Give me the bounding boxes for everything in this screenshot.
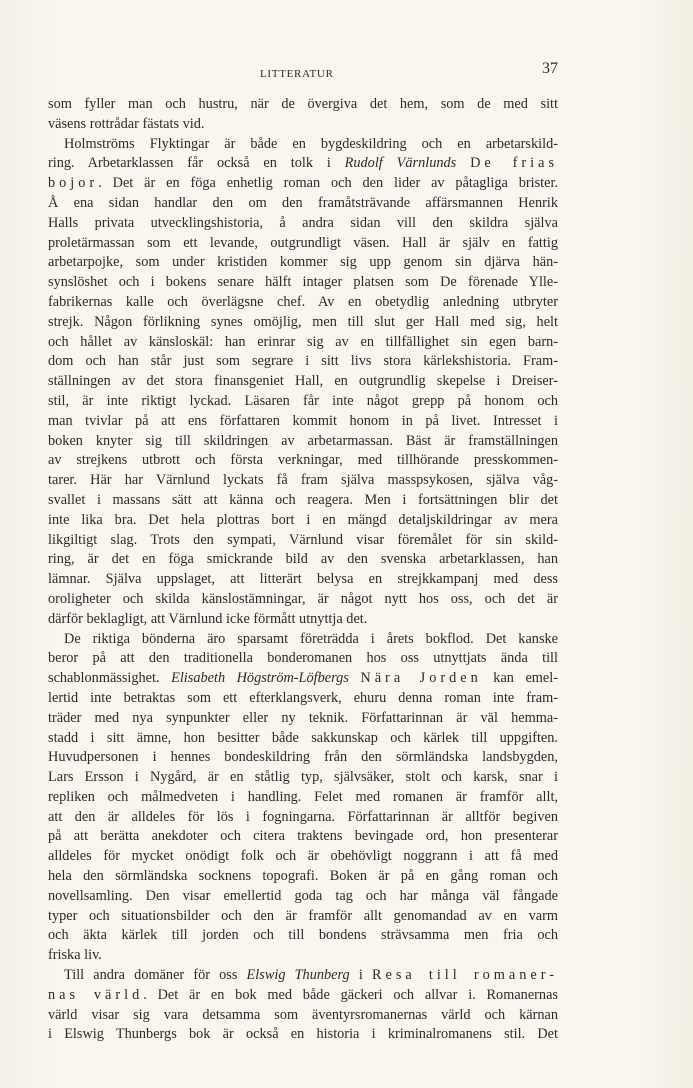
body-text — [48, 95, 558, 1045]
text-segment: tarer. Här har Värnlund lyckats få fram själva masspsykosen, själva våg- — [48, 472, 558, 489]
text-segment: stadd i sitt ämne, hon besitter både sakkunskap och kärlek till uppgiften. — [48, 729, 558, 746]
author-name: Elisabeth Högström-Löfbergs — [171, 670, 349, 687]
text-segment: synslöshet och i bokens senare hälft intager platsen som De förenade Ylle- — [48, 274, 558, 291]
text-line — [48, 590, 558, 610]
text-segment: Å ena sidan handlar den om den framåtsträvande affärsmannen Henrik — [48, 194, 558, 211]
text-line — [48, 887, 558, 907]
text-segment: att den är alldeles för lös i fogningarna. Författarinnan är alltför begiven — [48, 808, 558, 825]
text-segment: i Elswig Thunbergs bok är också en historia i kriminalromanens stil. Det — [48, 1026, 558, 1043]
text-segment: typer och situationsbilder och den är framför allt genomandad av en varm — [48, 907, 558, 924]
text-line — [48, 313, 558, 333]
text-line — [48, 253, 558, 273]
text-segment: novellsamling. Den visar emellertid goda tag och har många väl fångade — [48, 887, 558, 904]
text-segment: inte lika bra. Det hela plottras bort i en mängd detaljskildringar av mera — [48, 511, 558, 528]
text-segment: stil, är inte riktigt lyckad. Läsaren får inte något grepp på honom och — [48, 392, 558, 409]
text-segment: som fyller man och hustru, när de övergiva det hem, som de med sitt — [48, 96, 558, 112]
text-segment: . Det är en bok med både gäckeri och allvar i. Romanernas — [143, 986, 558, 1003]
text-line — [48, 491, 558, 511]
book-title: nas värld — [48, 986, 144, 1003]
text-segment: ring. Arbetarklassen får också en tolk i — [48, 155, 345, 172]
text-line — [48, 451, 558, 471]
text-line — [48, 115, 558, 135]
text-line — [48, 847, 558, 867]
author-name: Elswig Thunberg — [246, 967, 350, 984]
text-segment: . Det är en föga enhetlig roman och den lider av påtagliga brister. — [98, 175, 558, 192]
text-line — [48, 827, 558, 847]
text-line — [48, 610, 558, 630]
text-segment: boken knyter sig till skildringen av arbetarmassan. Bäst är framställningen — [48, 432, 558, 449]
text-segment: alldeles för mycket onödigt folk och är obehövligt noggrann i att få med — [48, 848, 558, 865]
book-title: Nära Jorden — [360, 670, 482, 687]
text-line — [48, 194, 558, 214]
text-segment: oroligheter och skilda känslostämningar, är något nytt hos oss, och det är — [48, 590, 558, 607]
text-segment — [456, 155, 470, 171]
text-line — [48, 273, 558, 293]
text-segment: kan emel- — [481, 670, 558, 687]
text-line — [48, 135, 558, 155]
text-line — [48, 729, 558, 749]
text-line — [48, 649, 558, 669]
text-line — [48, 926, 558, 946]
text-segment: av strejkens utbrott och första verkningar, med tillhörande presskommen- — [48, 452, 558, 469]
text-line — [48, 808, 558, 828]
text-line — [48, 293, 558, 313]
text-segment: likgiltigt slag. Trots den sympati, Värnlund visar föremålet för sin skild- — [48, 531, 558, 548]
text-line — [48, 907, 558, 927]
text-segment: schablonmässighet. — [48, 670, 172, 687]
text-segment: Holmströms Flyktingar är både en bygdeskildring och en arbetarskild- — [64, 135, 558, 152]
book-title: De frias — [470, 155, 559, 172]
text-segment: hela den sörmländska socknens topografi. Boken är på en gång roman och — [48, 868, 558, 885]
text-line — [48, 1006, 558, 1026]
text-segment: på att berätta anekdoter och citera traktens bevingade ord, hon presenterar — [48, 828, 558, 845]
running-title: LITTERATUR — [260, 68, 334, 80]
text-line — [48, 392, 558, 412]
text-line — [48, 352, 558, 372]
text-line — [48, 1025, 558, 1045]
text-segment: träder med nya synpunkter eller ny teknik. Författarinnan är väl hemma- — [48, 709, 558, 726]
text-segment: fabrikernas kalle och överlägsne chef. Av en obetydlig anledning utbryter — [48, 293, 558, 310]
author-name: Rudolf Värnlunds — [344, 155, 457, 172]
text-line — [48, 234, 558, 254]
text-line — [48, 174, 558, 194]
text-line — [48, 154, 558, 174]
text-line — [48, 412, 558, 432]
text-line — [48, 788, 558, 808]
text-segment: proletärmassan som ett levande, outgrundligt väsen. Hall är själv en fattig — [48, 234, 558, 251]
text-segment: därför beklagligt, att Värnlund icke förmått utnyttja det. — [48, 610, 368, 627]
text-line — [48, 471, 558, 491]
text-segment: friska liv. — [48, 947, 102, 964]
text-segment: Lars Ersson i Nygård, är en ståtlig typ, självsäker, stolt och karsk, snar i — [48, 769, 558, 786]
text-segment: beror på att den traditionella bonderomanen hos oss utnyttjats ända till — [48, 650, 558, 667]
text-segment: arbetarpojke, som under kristiden kommer sig upp genom sin djärva hän- — [48, 254, 558, 271]
text-segment: och hållet av känsloskäl: han erinrar sig av en tillfällighet sin egen barn- — [48, 333, 558, 350]
text-segment: repliken och målmedveten i handling. Felet med romanen är framför allt, — [48, 788, 558, 805]
text-line — [48, 946, 558, 966]
text-line — [48, 531, 558, 551]
text-segment: ring, är det en föga smickrande bild av den svenska arbetarklassen, han — [48, 551, 558, 568]
text-segment: i — [349, 967, 372, 984]
text-segment — [349, 670, 361, 686]
text-segment: svallet i massans sätt att känna och reagera. Men i fortsättningen blir det — [48, 491, 558, 508]
text-line — [48, 630, 558, 650]
page-header — [48, 60, 558, 84]
text-segment: väsens rottrådar fästats vid. — [48, 115, 205, 132]
book-title: bojor — [48, 175, 99, 192]
text-segment: Huvudpersonen i hennes bondeskildring från den sörmländska landsbygden, — [48, 749, 558, 766]
text-line — [48, 966, 558, 986]
text-line — [48, 867, 558, 887]
text-segment: värld visar sig vara detsamma som äventyrsromanernas värld och kärnan — [48, 1006, 558, 1023]
text-line — [48, 511, 558, 531]
text-line — [48, 372, 558, 392]
page-number: 37 — [542, 60, 558, 77]
text-line — [48, 432, 558, 452]
text-line — [48, 768, 558, 788]
text-segment: lertid inte betraktas som ett efterklangsverk, ehuru denna roman inte fram- — [48, 689, 558, 706]
text-line — [48, 748, 558, 768]
text-line — [48, 95, 558, 115]
text-line — [48, 986, 558, 1006]
text-line — [48, 570, 558, 590]
text-segment: Till andra domäner för oss — [64, 967, 247, 984]
text-line — [48, 550, 558, 570]
text-segment: lämnar. Själva uppslaget, att litterärt belysa en strejkkampanj med dess — [48, 571, 558, 588]
text-segment: och äkta kärlek till jorden och till bondens strävsamma men fria och — [48, 927, 558, 944]
text-line — [48, 214, 558, 234]
text-line — [48, 709, 558, 729]
text-segment: ställningen av det stora finansgeniet Hall, en outgrundlig skepelse i Dreiser- — [48, 373, 558, 390]
text-line — [48, 333, 558, 353]
text-line — [48, 689, 558, 709]
book-title: Resa till romaner- — [371, 967, 558, 984]
text-segment: dom och han står just som segrare i sitt livs stora kärlekshistoria. Fram- — [48, 353, 558, 370]
text-line — [48, 669, 558, 689]
text-segment: Halls privata utvecklingshistoria, å andra sidan vill den skildra själva — [48, 214, 558, 231]
text-segment: man tvivlar på att ens författaren kommit honom in på livet. Intresset i — [48, 412, 558, 429]
text-segment: De riktiga bönderna äro sparsamt företrädda i årets bokflod. Det kanske — [64, 630, 558, 647]
text-segment: strejk. Någon förlikning synes omöjlig, men till slut ger Hall med sig, helt — [48, 313, 558, 330]
